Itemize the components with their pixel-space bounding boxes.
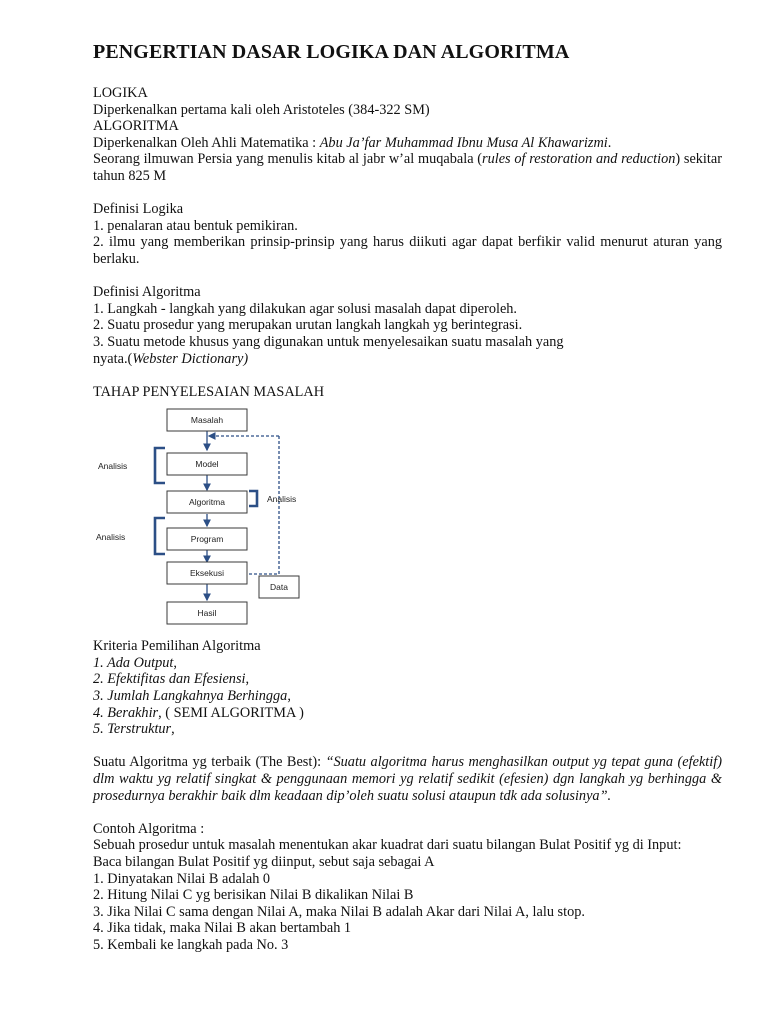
- process-flowchart: [93, 406, 333, 628]
- diagram-right-label: Analisis: [267, 494, 297, 505]
- algoritma-origin: Diperkenalkan Oleh Ahli Matematika : Abu Ja’far Muhammad Ibnu Musa Al Khawarizmi.: [93, 134, 612, 151]
- definisi-algoritma-item: 3. Suatu metode khusus yang digunakan untuk menyelesaikan suatu masalah yang: [93, 333, 564, 350]
- kriteria-item: 5. Terstruktur,: [93, 721, 175, 738]
- diagram-label: Hasil: [197, 608, 217, 619]
- kriteria-item: 4. Berakhir, ( SEMI ALGORITMA ): [93, 704, 304, 721]
- contoh-step: 3. Jika Nilai C sama dengan Nilai A, maka Nilai B adalah Akar dari Nilai A, lalu stop.: [93, 903, 585, 920]
- diagram-label: Masalah: [190, 415, 224, 426]
- definisi-logika-item: 2. ilmu yang memberikan prinsip-prinsip yang harus diikuti agar dapat berfikir valid menurut aturan yang berlaku.: [93, 234, 722, 267]
- diagram-label: Program: [190, 534, 224, 545]
- contoh-step: 2. Hitung Nilai C yg berisikan Nilai B dikalikan Nilai B: [93, 887, 414, 904]
- definisi-algoritma-heading: Definisi Algoritma: [93, 284, 201, 301]
- khawarizmi-name: Abu Ja’far Muhammad Ibnu Musa Al Khawarizmi: [319, 134, 608, 151]
- diagram-label: Model: [195, 459, 219, 470]
- kriteria-heading: Kriteria Pemilihan Algoritma: [93, 638, 261, 655]
- contoh-desc: Sebuah prosedur untuk masalah menentukan akar kuadrat dari suatu bilangan Bulat Positif yg di Input:: [93, 837, 682, 854]
- diagram-label: Eksekusi: [189, 568, 225, 579]
- contoh-step: 5. Kembali ke langkah pada No. 3: [93, 936, 289, 953]
- diagram-side-label: Analisis: [98, 461, 128, 472]
- tahap-heading: TAHAP PENYELESAIAN MASALAH: [93, 383, 325, 400]
- definisi-algoritma-item-cont: nyata.(Webster Dictionary): [93, 350, 249, 367]
- contoh-heading: Contoh Algoritma :: [93, 820, 205, 837]
- diagram-label: Data: [270, 582, 288, 593]
- definisi-logika-item: 1. penalaran atau bentuk pemikiran.: [93, 217, 298, 234]
- contoh-read: Baca bilangan Bulat Positif yg diinput, sebut saja sebagai A: [93, 854, 435, 870]
- definisi-logika-heading: Definisi Logika: [93, 201, 184, 218]
- kriteria-item: 1. Ada Output,: [93, 654, 177, 671]
- best-algorithm-text: Suatu Algoritma yg terbaik (The Best): “Suatu algoritma harus menghasilkan output yg tepat guna (efektif) dlm waktu yg relatif singkat & penggunaan memori yg relatif sedikit (efesien) dgn langkah yg berhingga & prosedurnya berakhir baik dlm keadaan dip’oleh suatu solusi ataupun tdk ada solusinya”.: [93, 754, 722, 804]
- process-diagram: [93, 406, 722, 628]
- definisi-algoritma-item: 1. Langkah - langkah yang dilakukan agar solusi masalah dapat diperoleh.: [93, 300, 518, 317]
- persia-text: Seorang ilmuwan Persia yang menulis kitab al jabr w’al muqabala (rules of restoration and reduction) sekitar tahun 825 M: [93, 151, 722, 184]
- kriteria-item: 2. Efektifitas dan Efesiensi,: [93, 671, 250, 688]
- diagram-label: Algoritma: [189, 497, 225, 508]
- contoh-step: 4. Jika tidak, maka Nilai B akan bertambah 1: [93, 920, 352, 937]
- kriteria-item: 3. Jumlah Langkahnya Berhingga,: [93, 688, 291, 705]
- logika-text: Diperkenalkan pertama kali oleh Aristoteles (384-322 SM): [93, 101, 430, 118]
- algoritma-heading: ALGORITMA: [93, 118, 179, 135]
- contoh-step: 1. Dinyatakan Nilai B adalah 0: [93, 870, 271, 887]
- page-title: PENGERTIAN DASAR LOGIKA DAN ALGORITMA: [93, 41, 570, 63]
- logika-heading: LOGIKA: [93, 85, 148, 101]
- diagram-side-label: Analisis: [96, 532, 126, 543]
- definisi-algoritma-item: 2. Suatu prosedur yang merupakan urutan langkah langkah yg berintegrasi.: [93, 317, 523, 334]
